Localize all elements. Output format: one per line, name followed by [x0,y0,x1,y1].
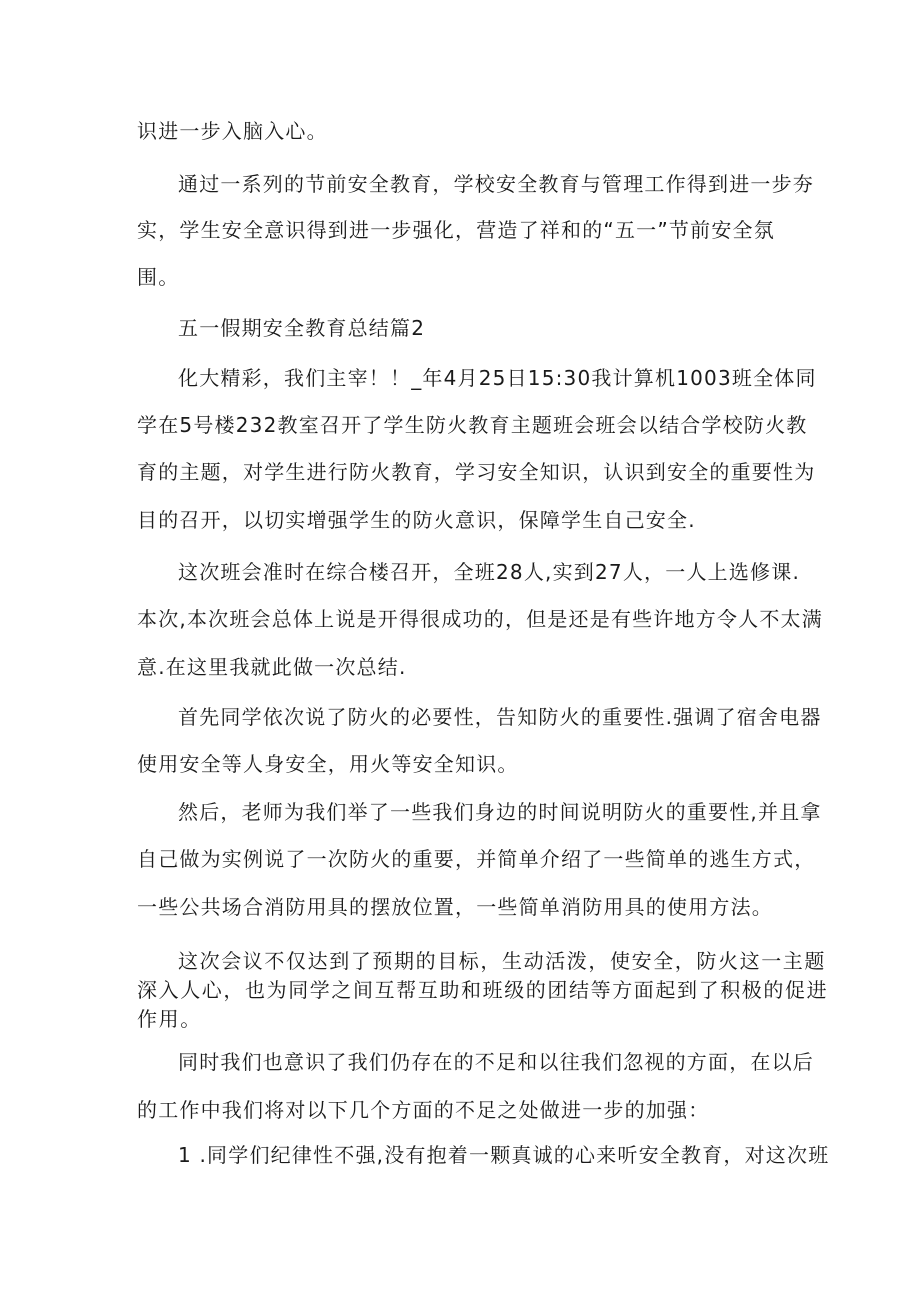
text-line: 深入人心，也为同学之间互帮互助和班级的团结等方面起到了积极的促进 [137,978,829,1002]
text-line: 作用。 [137,1007,202,1031]
text-line: 意.在这里我就此做一次总结. [137,655,407,679]
text-line: 这次会议不仅达到了预期的目标，生动活泼，使安全，防火这一主题 [178,949,826,973]
text-line: 的工作中我们将对以下几个方面的不足之处做进一步的加强： [137,1098,710,1122]
text-line: 使用安全等人身安全，用火等安全知识。 [137,752,519,776]
text-line: 自己做为实例说了一次防火的重要，并简单介绍了一些简单的逃生方式， [137,847,816,871]
text-line: 一些公共场合消防用具的摆放位置，一些简单消防用具的使用方法。 [137,895,773,919]
text-line: 首先同学依次说了防火的必要性，告知防火的重要性.强调了宿舍电器 [178,705,822,729]
text-line: 育的主题，对学生进行防火教育，学习安全知识，认识到安全的重要性为 [137,460,816,484]
text-line: 通过一系列的节前安全教育，学校安全教育与管理工作得到进一步夯 [178,172,814,196]
text-line: 围。 [137,265,180,289]
text-line: 然后，老师为我们举了一些我们身边的时间说明防火的重要性,并且拿 [178,800,822,824]
text-line: 识进一步入脑入心。 [137,119,328,143]
text-line: 实，学生安全意识得到进一步强化，营造了祥和的“五一”节前安全氛 [137,218,775,242]
text-line: 本次,本次班会总体上说是开得很成功的，但是还是有些许地方令人不太满 [137,607,823,631]
text-line: 这次班会准时在综合楼召开，全班28人,实到27人，一人上选修课. [178,560,801,584]
text-line: 学在5号楼232教室召开了学生防火教育主题班会班会以结合学校防火教 [137,413,808,437]
text-line: 化大精彩，我们主宰！！_年4月25日15:30我计算机1003班全体同 [178,366,817,390]
text-line: 目的召开，以切实增强学生的防火意识，保障学生自己安全. [137,508,696,532]
section-heading: 五一假期安全教育总结篇2 [178,316,426,340]
text-line: 同时我们也意识了我们仍存在的不足和以往我们忽视的方面，在以后 [178,1050,814,1074]
text-line: 1 .同学们纪律性不强,没有抱着一颗真诚的心来听安全教育，对这次班 [178,1143,830,1167]
